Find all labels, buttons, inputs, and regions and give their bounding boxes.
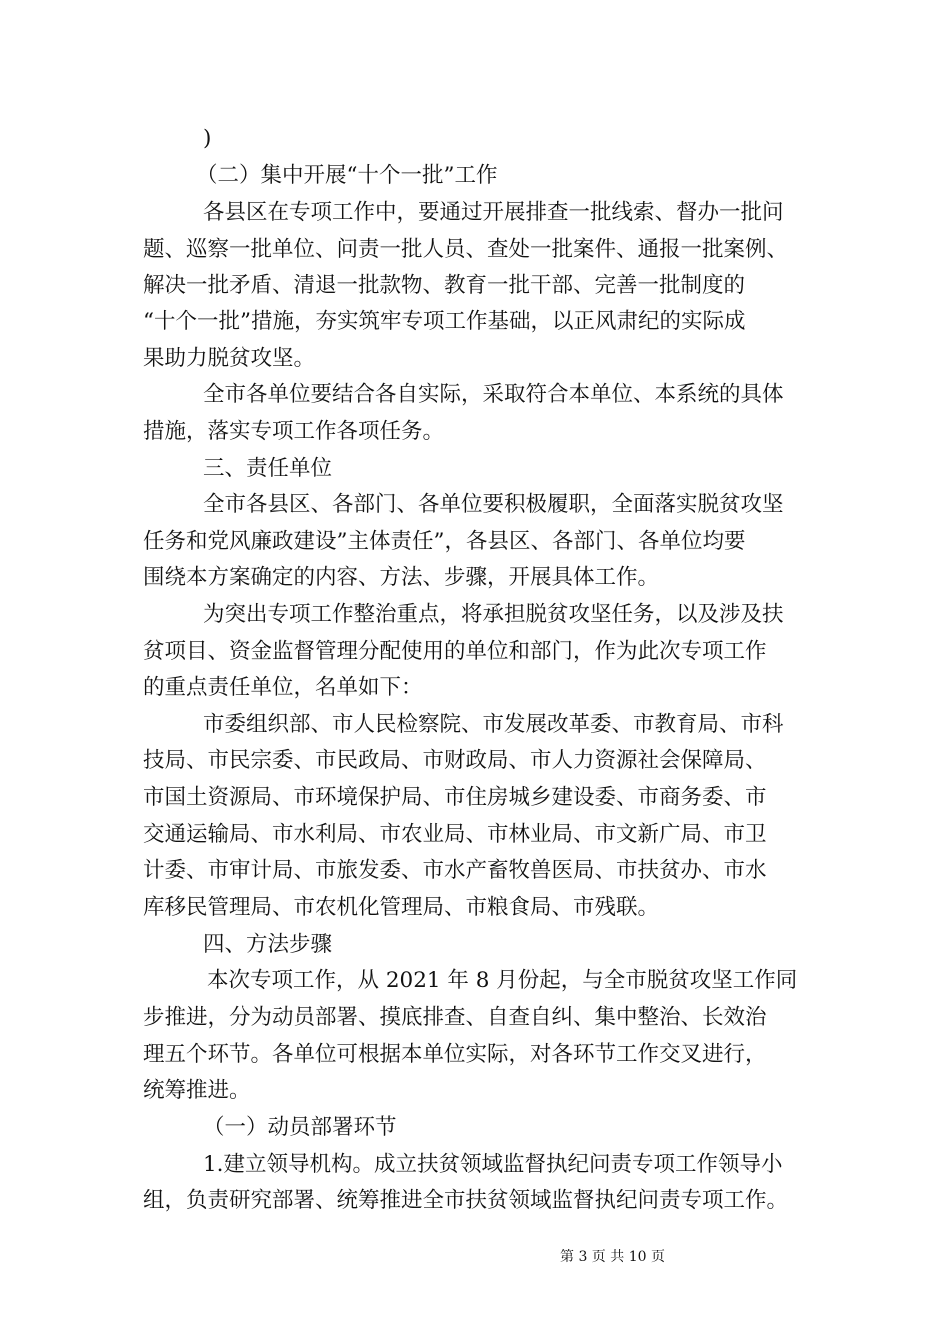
text-line: 为突出专项工作整治重点，将承担脱贫攻坚任务，以及涉及扶 <box>203 602 784 627</box>
text-line: 1.建立领导机构。成立扶贫领域监督执纪问责专项工作领导小 <box>203 1152 783 1177</box>
text-line: 各县区在专项工作中，要通过开展排查一批线索、督办一批问 <box>203 200 784 225</box>
page-number-footer: 第 3 页 共 10 页 <box>560 1249 665 1265</box>
text-line: 的重点责任单位，名单如下： <box>143 675 423 700</box>
text-line: 全市各县区、各部门、各单位要积极履职，全面落实脱贫攻坚 <box>203 492 784 517</box>
text-line: 市委组织部、市人民检察院、市发展改革委、市教育局、市科 <box>203 712 784 737</box>
text-line: 全市各单位要结合各自实际，采取符合本单位、本系统的具体 <box>203 382 784 407</box>
text-line: 步推进，分为动员部署、摸底排查、自查自纠、集中整治、长效治 <box>143 1005 767 1030</box>
text-line: 市国土资源局、市环境保护局、市住房城乡建设委、市商务委、市 <box>143 785 767 810</box>
section-heading: （一）动员部署环节 <box>203 1115 397 1140</box>
text-line: 围绕本方案确定的内容、方法、步骤，开展具体工作。 <box>143 565 660 590</box>
section-heading: （二）集中开展“十个一批”工作 <box>196 163 498 188</box>
section-heading: 三、责任单位 <box>203 456 333 481</box>
text-line: 措施，落实专项工作各项任务。 <box>143 419 445 444</box>
text-line: 本次专项工作，从 2021 年 8 月份起，与全市脱贫攻坚工作同 <box>207 968 798 993</box>
text-line: 组，负责研究部署、统筹推进全市扶贫领域监督执纪问责专项工作。 <box>143 1188 789 1213</box>
text-line: “十个一批”措施，夯实筑牢专项工作基础，以正风肃纪的实际成 <box>143 309 746 334</box>
text-line: 贫项目、资金监督管理分配使用的单位和部门，作为此次专项工作 <box>143 639 767 664</box>
text-line: 技局、市民宗委、市民政局、市财政局、市人力资源社会保障局、 <box>143 748 767 773</box>
text-line: ) <box>203 126 212 151</box>
text-line: 统筹推进。 <box>143 1078 251 1103</box>
text-line: 理五个环节。各单位可根据本单位实际，对各环节工作交叉进行， <box>143 1042 767 1067</box>
text-line: 任务和党风廉政建设”主体责任”，各县区、各部门、各单位均要 <box>143 529 746 554</box>
text-line: 解决一批矛盾、清退一批款物、教育一批干部、完善一批制度的 <box>143 273 746 298</box>
text-line: 交通运输局、市水利局、市农业局、市林业局、市文新广局、市卫 <box>143 822 767 847</box>
text-line: 库移民管理局、市农机化管理局、市粮食局、市残联。 <box>143 895 660 920</box>
text-line: 计委、市审计局、市旅发委、市水产畜牧兽医局、市扶贫办、市水 <box>143 858 767 883</box>
text-line: 题、巡察一批单位、问责一批人员、查处一批案件、通报一批案例、 <box>143 237 789 262</box>
text-line: 果助力脱贫攻坚。 <box>143 346 316 371</box>
section-heading: 四、方法步骤 <box>203 932 333 957</box>
